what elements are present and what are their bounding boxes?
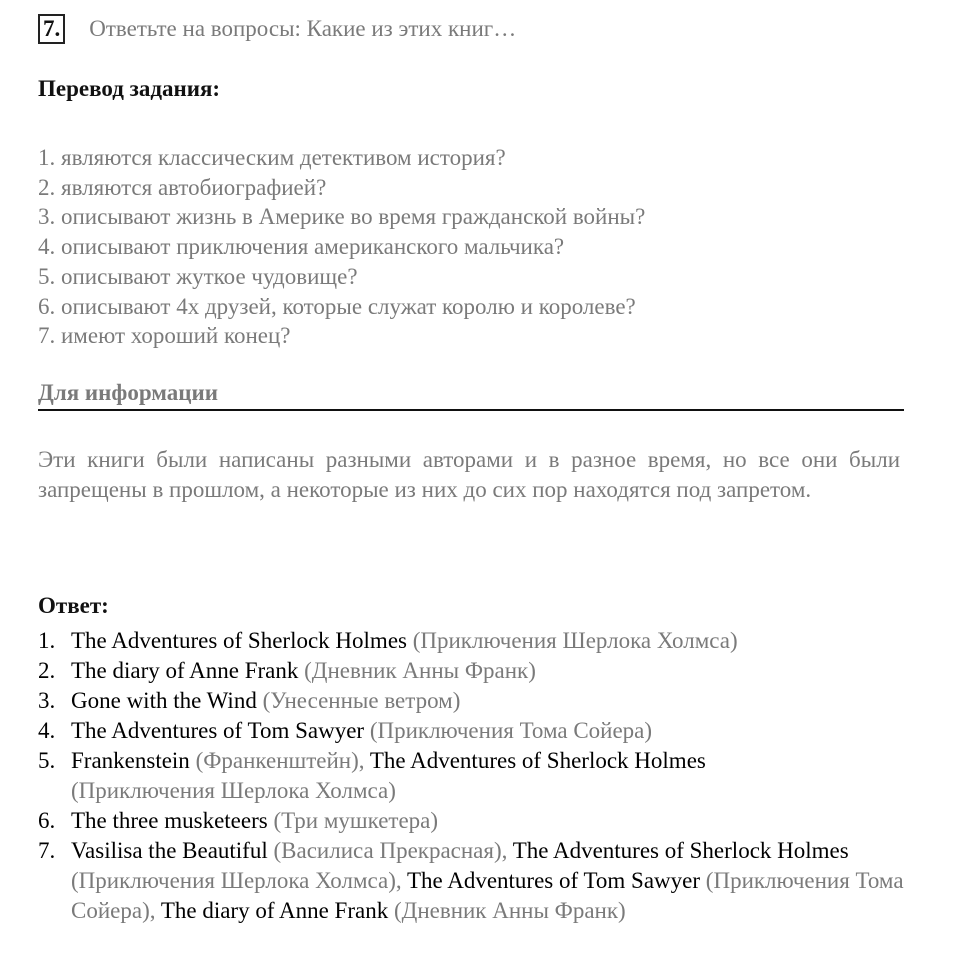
translation-list <box>38 143 645 351</box>
answer-number: 4. <box>38 718 56 743</box>
book-title-ru: (Франкенштейн), <box>195 748 365 773</box>
book-title-ru: (Дневник Анны Франк) <box>304 658 536 683</box>
section-divider <box>38 409 904 411</box>
answer-number: 6. <box>38 808 56 833</box>
book-title-ru: (Приключения Тома Сойера), <box>71 868 904 923</box>
book-title-ru: (Дневник Анны Франк) <box>393 898 626 923</box>
translation-item: 1. являются классическим детективом история? <box>38 145 506 170</box>
translation-item: 4. описывают приключения американского мальчика? <box>38 234 565 260</box>
book-title-en: The Adventures of Sherlock Holmes <box>71 628 407 653</box>
answer-list <box>38 626 918 926</box>
book-title-en: Gone with the Wind <box>71 688 257 713</box>
book-title-ru: (Василиса Прекрасная), <box>273 838 508 863</box>
book-title-en: Frankenstein <box>71 748 190 773</box>
answer-item <box>38 806 918 836</box>
answer-item <box>38 836 916 926</box>
info-title: Для информации <box>38 380 219 405</box>
answer-item <box>38 626 918 656</box>
answer-number: 2. <box>38 658 56 683</box>
task-header <box>38 12 516 46</box>
translation-item: 2. являются автобиографией? <box>38 174 327 200</box>
book-title-ru: (Приключения Тома Сойера) <box>369 718 653 743</box>
answer-item <box>38 656 918 686</box>
book-title-en: The Adventures of Sherlock Holmes <box>369 748 706 773</box>
book-title-ru: (Приключения Шерлока Холмса), <box>71 868 402 893</box>
answer-item <box>38 746 851 806</box>
book-title-ru: (Унесенные ветром) <box>262 688 461 713</box>
book-title-en: The Adventures of Tom Sawyer <box>71 718 365 743</box>
answer-number: 7. <box>38 838 56 863</box>
info-text: Эти книги были написаны разными авторами и в разное время, но все они были запрещены в прошлом, а некоторые из них до сих пор находятся под запретом. <box>38 447 900 502</box>
answer-number: 3. <box>38 688 56 713</box>
book-title-ru: (Три мушкетера) <box>273 808 439 833</box>
book-title-ru: (Приключения Шерлока Холмса) <box>71 778 396 803</box>
book-title-en: Vasilisa the Beautiful <box>71 838 268 863</box>
translation-title: Перевод задания: <box>38 76 221 101</box>
task-prompt: Ответьте на вопросы: Какие из этих книг… <box>89 16 517 41</box>
translation-item: 6. описывают 4х друзей, которые служат королю и королеве? <box>38 293 636 319</box>
book-title-en: The three musketeers <box>71 808 268 833</box>
answer-title: Ответ: <box>38 593 109 618</box>
answer-number: 1. <box>38 628 56 653</box>
translation-item: 3. описывают жизнь в Америке во время гражданской войны? <box>38 204 646 230</box>
book-title-en: The diary of Anne Frank <box>160 898 389 923</box>
task-number: 7. <box>38 14 65 44</box>
book-title-ru: (Приключения Шерлока Холмса) <box>412 628 738 653</box>
answer-item <box>38 686 918 716</box>
translation-item: 7. имеют хороший конец? <box>38 323 291 349</box>
translation-item: 5. описывают жуткое чудовище? <box>38 263 358 289</box>
answer-item <box>38 716 918 746</box>
answer-number: 5. <box>38 748 56 773</box>
book-title-en: The diary of Anne Frank <box>71 658 299 683</box>
book-title-en: The Adventures of Sherlock Holmes <box>512 838 849 863</box>
book-title-en: The Adventures of Tom Sawyer <box>406 868 701 893</box>
